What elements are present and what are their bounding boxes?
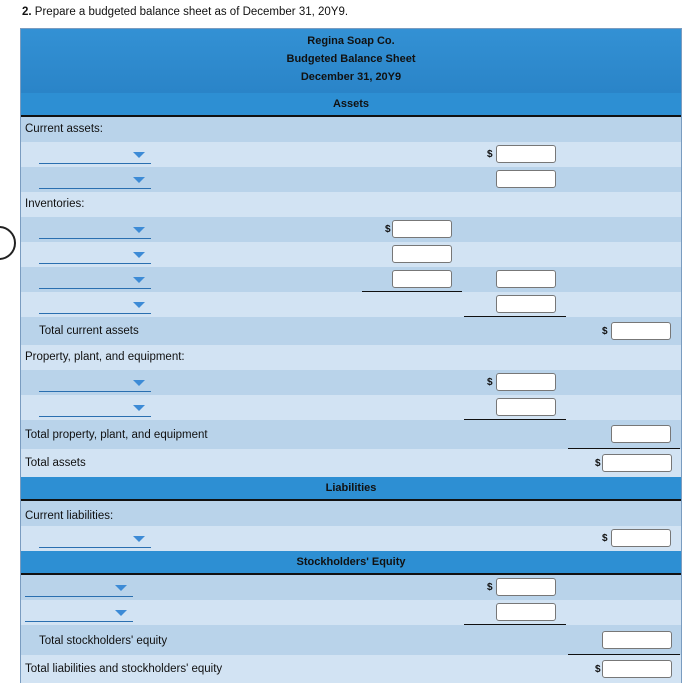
total-assets-label: Total assets <box>25 457 86 469</box>
chevron-down-icon <box>115 585 127 591</box>
chevron-down-icon <box>133 405 145 411</box>
instruction: 2. Prepare a budgeted balance sheet as of December 31, 20Y9. <box>22 6 349 18</box>
sheet-header <box>21 29 681 95</box>
liabilities-heading: Liabilities <box>21 477 681 501</box>
ppe-row <box>21 345 681 370</box>
total-assets-amount[interactable] <box>602 454 672 472</box>
current-liabilities-label: Current liabilities: <box>25 510 114 522</box>
dollar-sign: $ <box>487 149 493 160</box>
total-liab-equity-label: Total liabilities and stockholders' equity <box>25 663 223 675</box>
chevron-down-icon <box>133 302 145 308</box>
equity-amount-2[interactable] <box>496 603 556 621</box>
total-current-assets-label: Total current assets <box>39 325 139 337</box>
inventories-label: Inventories: <box>25 198 85 210</box>
sheet-date: December 31, 20Y9 <box>300 71 402 83</box>
inventory-total[interactable] <box>496 270 556 288</box>
equity-dropdown-2[interactable] <box>25 603 133 622</box>
total-equity-label: Total stockholders' equity <box>39 635 168 647</box>
table-row <box>21 526 681 551</box>
table-row <box>21 167 681 192</box>
liability-amount-1[interactable] <box>611 529 671 547</box>
dollar-sign: $ <box>602 326 608 337</box>
table-row <box>21 292 681 317</box>
total-equity-row <box>21 625 681 655</box>
balance-sheet <box>20 28 682 683</box>
total-ppe-row <box>21 420 681 449</box>
table-row <box>21 370 681 395</box>
inventory-dropdown-3[interactable] <box>39 270 151 289</box>
inventories-row <box>21 192 681 217</box>
dollar-sign: $ <box>602 533 608 544</box>
current-asset-dropdown-2[interactable] <box>39 170 151 189</box>
total-liab-equity-amount[interactable] <box>602 660 672 678</box>
total-equity-amount[interactable] <box>602 631 672 649</box>
table-row <box>21 395 681 420</box>
total-current-assets-amount[interactable] <box>611 322 671 340</box>
equity-amount-1[interactable] <box>496 578 556 596</box>
sheet-title: Budgeted Balance Sheet <box>286 53 416 65</box>
chevron-down-icon <box>115 610 127 616</box>
chevron-down-icon <box>133 252 145 258</box>
chevron-down-icon <box>133 536 145 542</box>
ppe-amount-2[interactable] <box>496 398 556 416</box>
total-ppe-label: Total property, plant, and equipment <box>25 429 208 441</box>
chevron-down-icon <box>133 380 145 386</box>
dollar-sign: $ <box>385 224 391 235</box>
current-assets-row <box>21 117 681 142</box>
inventory-amount-2[interactable] <box>392 245 452 263</box>
inventory-dropdown-1[interactable] <box>39 220 151 239</box>
current-asset-amount-3[interactable] <box>496 295 556 313</box>
chevron-down-icon <box>133 152 145 158</box>
table-row <box>21 575 681 600</box>
table-row <box>21 267 681 292</box>
equity-heading: Stockholders' Equity <box>21 551 681 575</box>
current-asset-dropdown-3[interactable] <box>39 295 151 314</box>
side-circle-icon <box>0 226 16 260</box>
dollar-sign: $ <box>595 664 601 675</box>
current-asset-dropdown-1[interactable] <box>39 145 151 164</box>
current-asset-amount-2[interactable] <box>496 170 556 188</box>
total-current-assets-row <box>21 317 681 345</box>
inventory-dropdown-2[interactable] <box>39 245 151 264</box>
assets-heading: Assets <box>21 93 681 117</box>
total-assets-row <box>21 449 681 477</box>
table-row <box>21 217 681 242</box>
ppe-dropdown-2[interactable] <box>39 398 151 417</box>
chevron-down-icon <box>133 277 145 283</box>
current-liabilities-row <box>21 501 681 526</box>
current-asset-amount-1[interactable] <box>496 145 556 163</box>
current-assets-label: Current assets: <box>25 123 103 135</box>
table-row <box>21 242 681 267</box>
dollar-sign: $ <box>487 582 493 593</box>
dollar-sign: $ <box>595 458 601 469</box>
ppe-dropdown-1[interactable] <box>39 373 151 392</box>
table-row <box>21 600 681 625</box>
inventory-amount-1[interactable] <box>392 220 452 238</box>
total-liab-equity-row <box>21 655 681 683</box>
chevron-down-icon <box>133 177 145 183</box>
table-row <box>21 142 681 167</box>
dollar-sign: $ <box>487 377 493 388</box>
total-ppe-amount[interactable] <box>611 425 671 443</box>
company-name: Regina Soap Co. <box>307 35 395 47</box>
inventory-amount-3[interactable] <box>392 270 452 288</box>
ppe-amount-1[interactable] <box>496 373 556 391</box>
ppe-label: Property, plant, and equipment: <box>25 351 185 363</box>
liability-dropdown-1[interactable] <box>39 529 151 548</box>
chevron-down-icon <box>133 227 145 233</box>
equity-dropdown-1[interactable] <box>25 578 133 597</box>
